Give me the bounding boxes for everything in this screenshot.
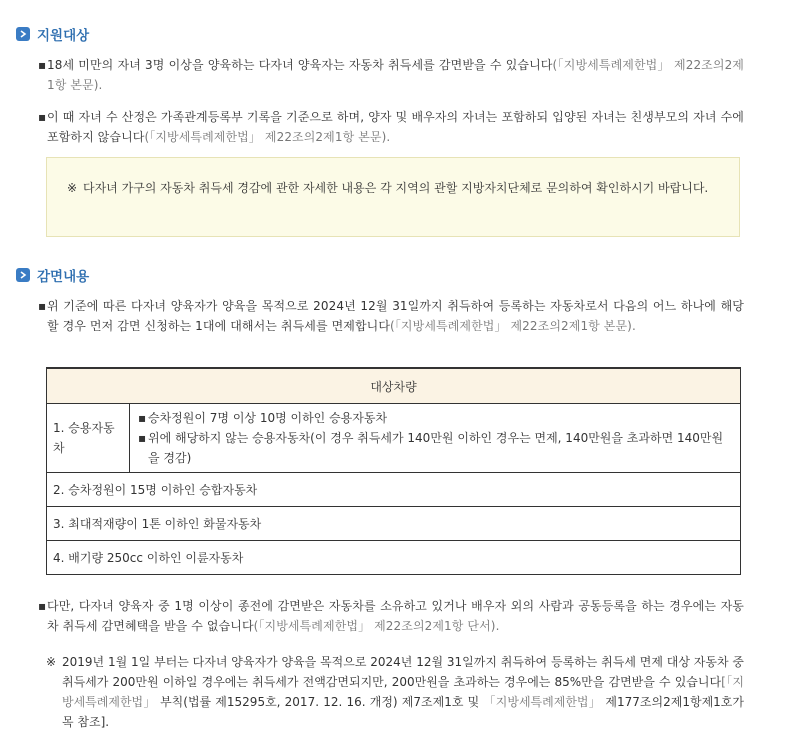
chevron-right-icon (16, 27, 30, 41)
paragraph-eligibility-2 (38, 107, 744, 147)
bullet: ▪ (38, 599, 47, 613)
footnote (46, 652, 744, 732)
note-mark: ※ (67, 181, 78, 195)
table-row: 4. 배기량 250cc 이하인 이륜자동차 (47, 541, 741, 575)
list-item: ▪ 승차정원이 7명 이상 10명 이하인 승용자동차 (138, 411, 388, 425)
bullet: ▪ (38, 58, 47, 72)
section-title-eligibility (16, 24, 89, 44)
law-reference: 「지방세특례제한법」 (483, 695, 602, 709)
vehicle-table (46, 367, 741, 575)
footnote-text-tail: 제177조의2제1항제1호가목 참조]. (62, 695, 744, 729)
law-reference: (「지방세특례제한법」 제22조의2제1항 단서). (253, 619, 500, 633)
bullet: ▪ (38, 299, 47, 313)
section-title-text: 지원대상 (37, 28, 90, 44)
table-header: 대상차량 (47, 368, 741, 404)
law-reference: [「지방세특례제한법」 (62, 675, 744, 709)
section-title-reduction (16, 265, 89, 285)
paragraph-reduction-2 (38, 596, 744, 636)
table-cell-category: 1. 승용자동차 (47, 404, 130, 473)
footnote-text-mid: 부칙(법률 제15295호, 2017. 12. 16. 개정) 제7조제1호 및 (155, 695, 484, 709)
paragraph-text: 위 기준에 따른 다자녀 양육자가 양육을 목적으로 2024년 12월 31일까지 취득하여 등록하는 자동차로서 다음의 어느 하나에 해당할 경우 먼저 감면 신청하는 1대에 대해서는 취득세를 면제합니다 (47, 299, 744, 333)
bullet: ▪ (38, 110, 47, 124)
notice-box (46, 157, 740, 237)
law-reference: (「지방세특례제한법」 제22조의2제1항 본문). (47, 58, 744, 92)
paragraph-text: 18세 미만의 자녀 3명 이상을 양육하는 다자녀 양육자는 자동차 취득세를 감면받을 수 있습니다 (47, 58, 553, 72)
note-mark: ※ (46, 655, 57, 669)
list-item: ▪ 위에 해당하지 않는 승용자동차(이 경우 취득세가 140만원 이하인 경우는 면제, 140만원을 초과하면 140만원을 경감) (138, 431, 724, 465)
table-cell-detail (130, 404, 741, 473)
paragraph-text: 이 때 자녀 수 산정은 가족관계등록부 기록을 기준으로 하며, 양자 및 배우자의 자녀는 포함하되 입양된 자녀는 친생부모의 자녀 수에 포함하지 않습니다 (47, 110, 744, 144)
paragraph-reduction-1 (38, 296, 744, 336)
law-reference: (「지방세특례제한법」 제22조의2제1항 본문). (390, 319, 636, 333)
law-reference: (「지방세특례제한법」 제22조의2제1항 본문). (144, 130, 391, 144)
chevron-right-icon (16, 268, 30, 282)
table-row: 2. 승차정원이 15명 이하인 승합자동차 (47, 473, 741, 507)
paragraph-text: 다만, 다자녀 양육자 중 1명 이상이 종전에 감면받은 자동차를 소유하고 있거나 배우자 외의 사람과 공동등록을 하는 경우에는 자동차 취득세 감면혜택을 받을 수 없습니다 (47, 599, 744, 633)
section-title-text: 감면내용 (37, 269, 90, 285)
paragraph-eligibility-1 (38, 55, 744, 95)
note-text: 다자녀 가구의 자동차 취득세 경감에 관한 자세한 내용은 각 지역의 관할 지방자치단체로 문의하여 확인하시기 바랍니다. (83, 181, 709, 195)
table-row: 3. 최대적재량이 1톤 이하인 화물자동차 (47, 507, 741, 541)
footnote-text: 2019년 1월 1일 부터는 다자녀 양육자가 양육을 목적으로 2024년 12월 31일까지 취득하여 등록하는 취득세 면제 대상 자동차 중 취득세가 200만원 이하일 경우에는 취득세가 전액감면되지만, 200만원을 초과하는 경우에는 85%만을 감면받을 수 있습니다 (62, 655, 744, 689)
